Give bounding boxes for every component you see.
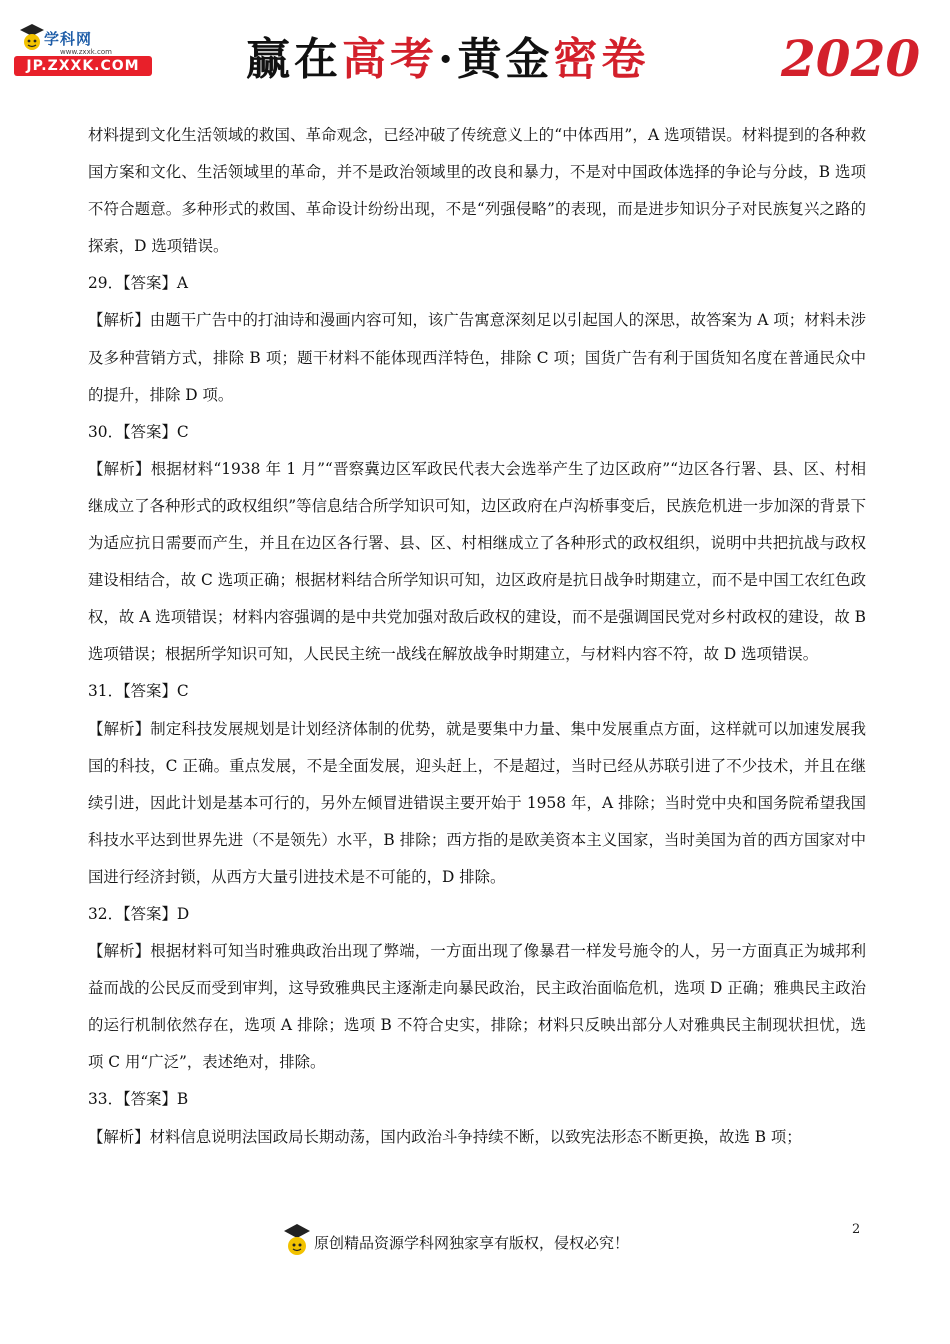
paragraph: 【解析】根据材料可知当时雅典政治出现了弊端，一方面出现了像暴君一样发号施令的人，另一方面真正为城邦利益而战的公民反而受到审判，这导致雅典民主逐渐走向暴民政治，民主政治面临危机，选项 D 正确；雅典民主政治的运行机制依然存在，选项 A 排除；选项 B 不符合史实，排除；材料只反映出部分人对雅典民主制现状担忧，选项 C 用“广泛”，表述绝对，排除。: [88, 942, 866, 1072]
page-footer: [282, 1222, 682, 1262]
zxxk-logo[interactable]: [14, 22, 154, 78]
page-number: 2: [852, 1222, 861, 1237]
copyright-notice: 原创精品资源学科网独家享有版权，侵权必究！: [314, 1234, 630, 1252]
answer-heading-29: 29．【答案】A: [88, 274, 188, 293]
logo-brand-text: 学科网: [44, 30, 93, 48]
banner-text-part: 赢在: [246, 34, 342, 85]
paragraph: 【解析】由题干广告中的打油诗和漫画内容可知，该广告寓意深刻足以引起国人的深思，故答案为 A 项；材料未涉及多种营销方式，排除 B 项；题干材料不能体现西洋特色，排除 C 项；国货广告有利于国货知名度在普通民众中的提升，排除 D 项。: [88, 311, 866, 404]
banner-title: [246, 32, 726, 88]
answer-heading-31: 31．【答案】C: [88, 682, 189, 701]
answer-heading-30: 30．【答案】C: [88, 422, 189, 441]
page-header: [0, 0, 950, 110]
paragraph: 【解析】根据材料“1938 年 1 月”“晋察冀边区军政民代表大会选举产生了边区政府”“边区各行署、县、区、村相继成立了各种形式的政权组织”等信息结合所学知识可知，边区政府在卢沟桥事变后，民族危机进一步加深的背景下为适应抗日需要而产生，并且在边区各行署、县、区、村相继成立了各种形式的政权组织，说明中共把抗战与政权建设相结合，故 C 选项正确；根据材料结合所学知识可知，边区政府是抗日战争时期建立，而不是中国工农红色政权，故 A 选项错误；材料内容强调的是中共党加强对敌后政权的建设，而不是强调国民党对乡村政权的建设，故 B 选项错误；根据所学知识可知，人民民主统一战线在解放战争时期建立，与材料内容不符，故 D 选项错误。: [88, 459, 866, 664]
logo-domain-badge: JP.ZXXK.COM: [14, 56, 152, 76]
paragraph: 材料提到文化生活领域的救国、革命观念，已经冲破了传统意义上的“中体西用”，A 选项错误。材料提到的各种救国方案和文化、生活领域里的革命，并不是政治领域里的改良和暴力，不是对中国政体选择的争论与分歧，B 选项不符合题意。多种形式的救国、革命设计纷纷出现，不是“列强侵略”的表现，而是进步知识分子对民族复兴之路的探索，D 选项错误。: [88, 126, 866, 256]
answer-explanations: [88, 117, 866, 1156]
answer-heading-33: 33．【答案】B: [88, 1090, 189, 1109]
answer-heading-32: 32．【答案】D: [88, 904, 190, 923]
banner-text-part: ·黄金: [438, 34, 554, 85]
graduate-mascot-icon: [18, 22, 46, 54]
year-logo-text: 2020: [781, 29, 921, 88]
year-2020-logo: [777, 28, 921, 88]
paragraph: 【解析】制定科技发展规划是计划经济体制的优势，就是要集中力量、集中发展重点方面，这样就可以加速发展我国的科技，C 正确。重点发展，不是全面发展，迎头赶上，不是超过，当时已经从苏联引进了不少技术，并且在继续引进，因此计划是基本可行的，另外左倾冒进错误主要开始于 1958 年，A 排除；当时党中央和国务院希望我国科技水平达到世界先进（不是领先）水平，B 排除；西方指的是欧美资本主义国家，当时美国为首的西方国家对中国进行经济封锁，从西方大量引进技术是不可能的，D 排除。: [88, 719, 866, 886]
banner-text-part: 高考: [342, 34, 438, 85]
paragraph: 【解析】材料信息说明法国政局长期动荡，国内政治斗争持续不断，以致宪法形态不断更换，故选 B 项；: [88, 1127, 802, 1146]
banner-text-part: 密卷: [553, 34, 650, 85]
graduate-mascot-icon: [282, 1222, 312, 1260]
logo-subtitle: www.zxxk.com: [60, 48, 112, 56]
